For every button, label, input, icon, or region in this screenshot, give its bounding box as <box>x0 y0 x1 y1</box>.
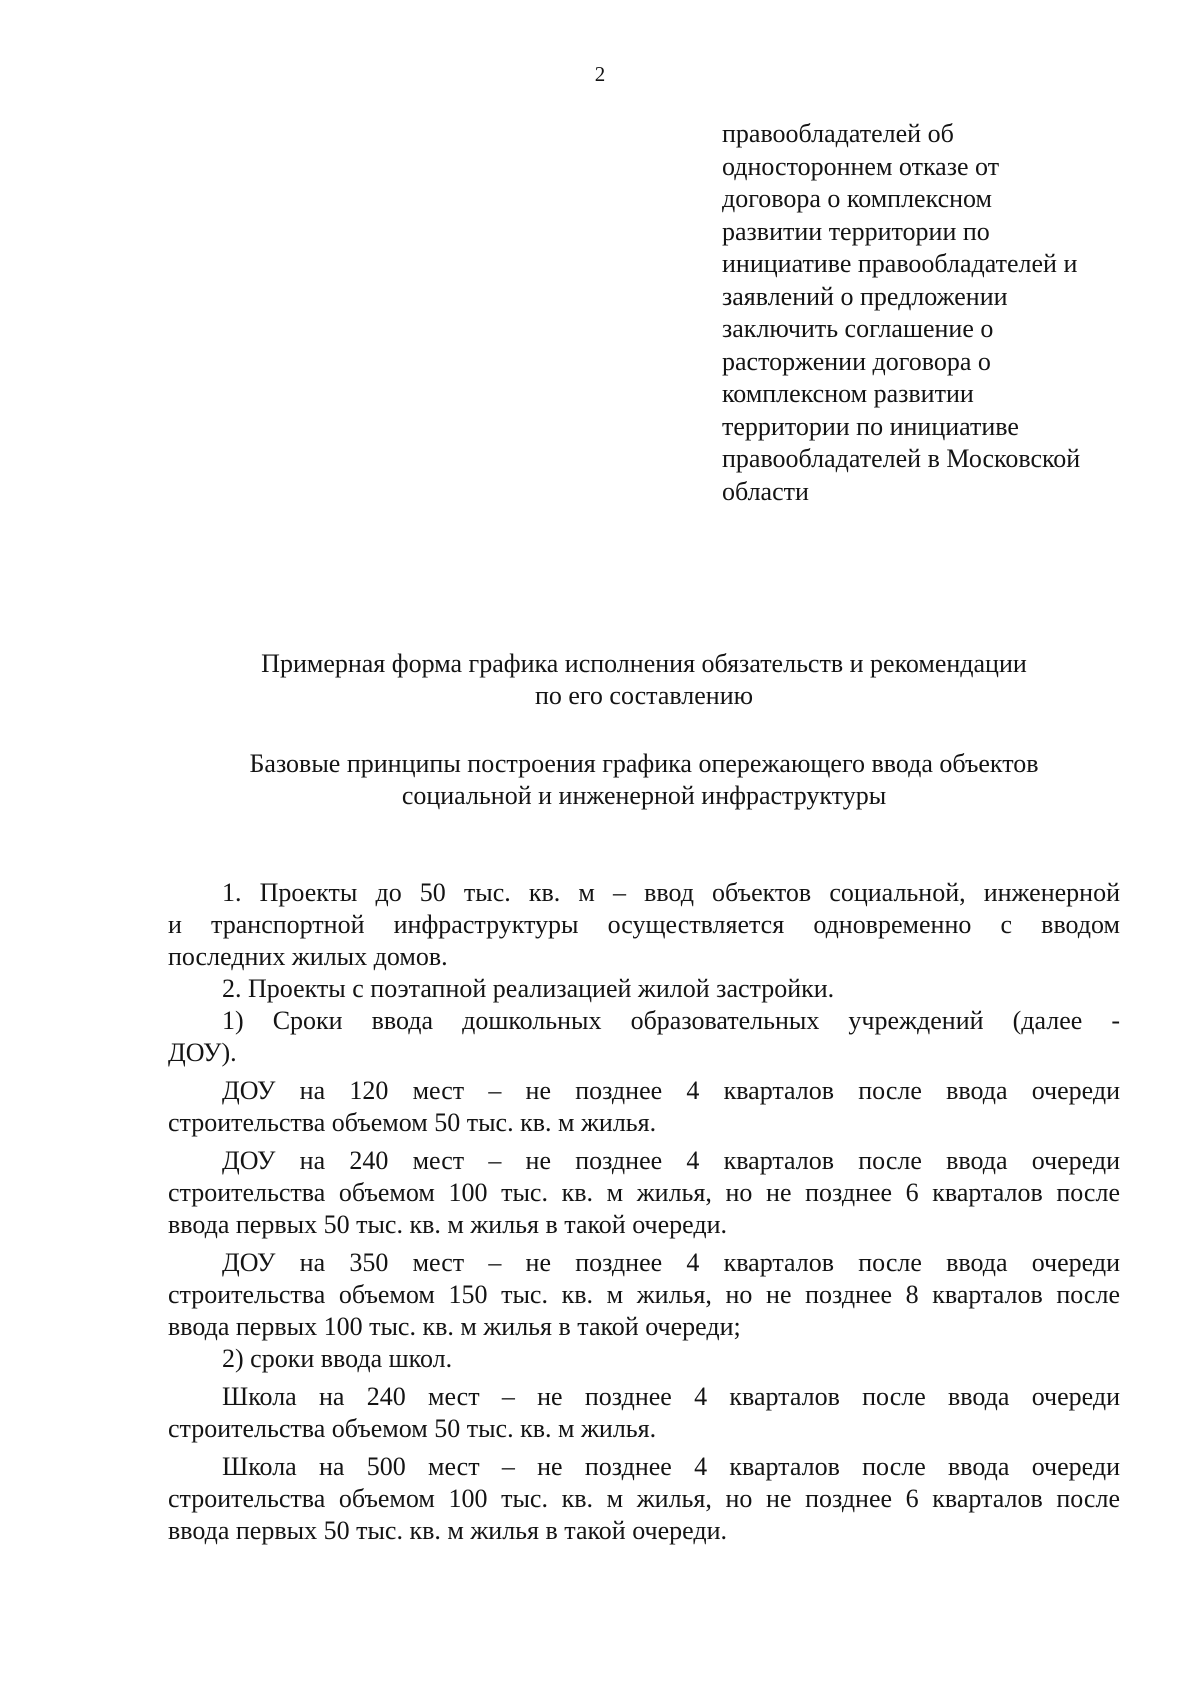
body-line: ввода первых 50 тыс. кв. м жилья в такой очереди. <box>168 1210 727 1239</box>
section-subtitle <box>168 748 1120 812</box>
body-line: строительства объемом 150 тыс. кв. м жилья, но не позднее 8 кварталов после <box>168 1280 1120 1309</box>
side-note-line: одностороннем отказе от <box>722 151 1000 181</box>
title-line: Примерная форма графика исполнения обязательств и рекомендации <box>261 649 1027 678</box>
body-line: строительства объемом 100 тыс. кв. м жилья, но не позднее 6 кварталов после <box>168 1178 1120 1207</box>
body-line: строительства объемом 50 тыс. кв. м жилья. <box>168 1108 657 1137</box>
body-line: ввода первых 50 тыс. кв. м жилья в такой очереди. <box>168 1516 727 1545</box>
document-body <box>168 877 1120 1547</box>
body-line: и транспортной инфраструктуры осуществляется одновременно с вводом <box>168 910 1120 939</box>
body-line: ДОУ). <box>168 1038 237 1067</box>
title-line: по его составлению <box>534 681 754 710</box>
body-line: 1) Сроки ввода дошкольных образовательных учреждений (далее - <box>222 1006 1120 1035</box>
side-note-line: договора о комплексном <box>722 184 992 213</box>
side-note-line: заключить соглашение о <box>722 314 994 343</box>
body-line: ДОУ на 350 мест – не позднее 4 кварталов после ввода очереди <box>222 1248 1120 1277</box>
body-line: строительства объемом 50 тыс. кв. м жилья. <box>168 1414 657 1443</box>
side-note-line: расторжении договора о <box>722 346 991 376</box>
body-line: строительства объемом 100 тыс. кв. м жилья, но не позднее 6 кварталов после <box>168 1484 1120 1513</box>
body-line: Школа на 500 мест – не позднее 4 кварталов после ввода очереди <box>222 1452 1120 1481</box>
side-note-line: инициативе правообладателей и <box>722 249 1078 278</box>
body-line: последних жилых домов. <box>168 942 448 971</box>
subtitle-line: Базовые принципы построения графика опережающего ввода объектов <box>249 749 1039 778</box>
side-note-line: заявлений о предложении <box>722 281 1008 311</box>
side-note-line: правообладателей об <box>722 119 954 148</box>
body-line: ввода первых 100 тыс. кв. м жилья в такой очереди; <box>168 1312 741 1341</box>
body-line: ДОУ на 240 мест – не позднее 4 кварталов после ввода очереди <box>222 1146 1120 1175</box>
page-number: 2 <box>594 62 606 86</box>
body-line: Школа на 240 мест – не позднее 4 кварталов после ввода очереди <box>222 1382 1120 1411</box>
side-note-line: комплексном развитии <box>722 379 974 408</box>
subtitle-line: социальной и инженерной инфраструктуры <box>401 781 887 810</box>
side-note-line: области <box>722 476 809 506</box>
document-title <box>168 648 1120 712</box>
body-line: 1. Проекты до 50 тыс. кв. м – ввод объектов социальной, инженерной <box>222 878 1120 907</box>
side-note-line: правообладателей в Московской <box>722 444 1081 473</box>
side-note-line: территории по инициативе <box>722 411 1019 441</box>
document-annex-reference <box>722 118 1142 508</box>
body-line: 2) сроки ввода школ. <box>222 1344 453 1373</box>
body-line: ДОУ на 120 мест – не позднее 4 кварталов после ввода очереди <box>222 1076 1120 1105</box>
side-note-line: развитии территории по <box>722 216 990 246</box>
body-line: 2. Проекты с поэтапной реализацией жилой застройки. <box>222 974 835 1003</box>
